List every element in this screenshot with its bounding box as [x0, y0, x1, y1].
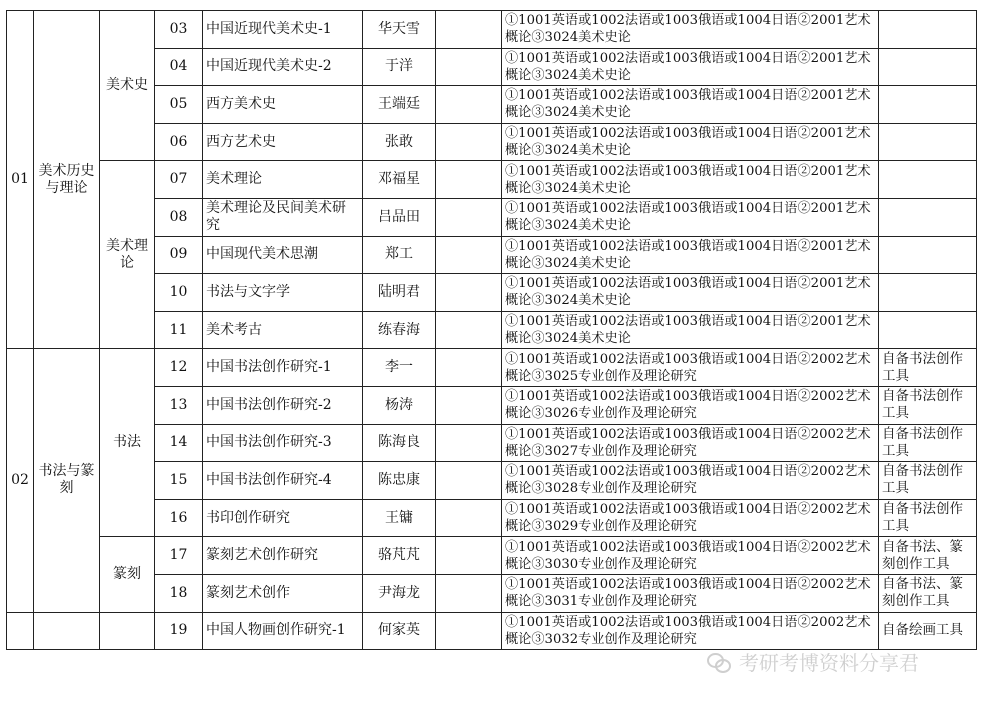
wechat-icon [707, 651, 731, 673]
empty-cell [436, 48, 502, 86]
tutor-name: 练春海 [363, 311, 436, 349]
department-name: 书法与篆刻 [34, 349, 100, 612]
direction-name: 篆刻 [100, 537, 155, 612]
exam-subjects: ①1001英语或1002法语或1003俄语或1004日语②2002艺术概论③3029专业创作及理论研究 [502, 499, 879, 537]
watermark [707, 647, 919, 676]
department-name: 美术历史与理论 [34, 11, 100, 349]
research-title: 中国近现代美术史-1 [203, 11, 363, 49]
empty-cell [7, 612, 34, 650]
row-number: 12 [155, 349, 203, 387]
table-row [7, 11, 977, 49]
research-title: 篆刻艺术创作研究 [203, 537, 363, 575]
row-number: 06 [155, 123, 203, 161]
tutor-name: 邓福星 [363, 161, 436, 199]
empty-cell [436, 236, 502, 274]
row-number: 17 [155, 537, 203, 575]
row-number: 11 [155, 311, 203, 349]
research-title: 美术理论 [203, 161, 363, 199]
exam-subjects: ①1001英语或1002法语或1003俄语或1004日语②2002艺术概论③3027专业创作及理论研究 [502, 424, 879, 462]
table-row [7, 612, 977, 650]
watermark-text: 考研考博资料分享君 [739, 651, 919, 675]
empty-cell [436, 499, 502, 537]
table-row [7, 161, 977, 199]
exam-subjects: ①1001英语或1002法语或1003俄语或1004日语②2002艺术概论③3025专业创作及理论研究 [502, 349, 879, 387]
admissions-table [6, 10, 977, 650]
note: 自备书法创作工具 [879, 424, 977, 462]
note: 自备书法创作工具 [879, 462, 977, 500]
empty-cell [436, 198, 502, 236]
research-title: 美术考古 [203, 311, 363, 349]
exam-subjects: ①1001英语或1002法语或1003俄语或1004日语②2001艺术概论③3024美术史论 [502, 198, 879, 236]
tutor-name: 华天雪 [363, 11, 436, 49]
exam-subjects: ①1001英语或1002法语或1003俄语或1004日语②2001艺术概论③3024美术史论 [502, 123, 879, 161]
note [879, 236, 977, 274]
note [879, 123, 977, 161]
note: 自备书法、篆刻创作工具 [879, 537, 977, 575]
note: 自备绘画工具 [879, 612, 977, 650]
row-number: 16 [155, 499, 203, 537]
empty-cell [436, 574, 502, 612]
tutor-name: 王端廷 [363, 86, 436, 124]
research-title: 中国书法创作研究-3 [203, 424, 363, 462]
row-number: 07 [155, 161, 203, 199]
research-title: 书法与文字学 [203, 274, 363, 312]
research-title: 中国现代美术思潮 [203, 236, 363, 274]
tutor-name: 何家英 [363, 612, 436, 650]
table-row [7, 349, 977, 387]
row-number: 19 [155, 612, 203, 650]
row-number: 03 [155, 11, 203, 49]
research-title: 西方艺术史 [203, 123, 363, 161]
empty-cell [436, 537, 502, 575]
direction-name: 美术理论 [100, 161, 155, 349]
row-number: 14 [155, 424, 203, 462]
row-number: 04 [155, 48, 203, 86]
research-title: 西方美术史 [203, 86, 363, 124]
research-title: 中国书法创作研究-1 [203, 349, 363, 387]
row-number: 10 [155, 274, 203, 312]
empty-cell [436, 11, 502, 49]
exam-subjects: ①1001英语或1002法语或1003俄语或1004日语②2001艺术概论③3024美术史论 [502, 11, 879, 49]
direction-name: 书法 [100, 349, 155, 537]
note [879, 11, 977, 49]
empty-cell [436, 311, 502, 349]
research-title: 美术理论及民间美术研究 [203, 198, 363, 236]
tutor-name: 杨涛 [363, 386, 436, 424]
tutor-name: 王镛 [363, 499, 436, 537]
row-number: 08 [155, 198, 203, 236]
note [879, 86, 977, 124]
tutor-name: 张敢 [363, 123, 436, 161]
table-body [7, 11, 977, 650]
empty-cell [436, 86, 502, 124]
empty-cell [34, 612, 100, 650]
tutor-name: 李一 [363, 349, 436, 387]
exam-subjects: ①1001英语或1002法语或1003俄语或1004日语②2002艺术概论③3026专业创作及理论研究 [502, 386, 879, 424]
note [879, 161, 977, 199]
exam-subjects: ①1001英语或1002法语或1003俄语或1004日语②2002艺术概论③3030专业创作及理论研究 [502, 537, 879, 575]
empty-cell [436, 424, 502, 462]
exam-subjects: ①1001英语或1002法语或1003俄语或1004日语②2001艺术概论③3024美术史论 [502, 311, 879, 349]
empty-cell [436, 462, 502, 500]
row-number: 05 [155, 86, 203, 124]
research-title: 中国书法创作研究-4 [203, 462, 363, 500]
tutor-name: 吕品田 [363, 198, 436, 236]
department-code: 02 [7, 349, 34, 612]
note: 自备书法创作工具 [879, 349, 977, 387]
note [879, 274, 977, 312]
empty-cell [436, 612, 502, 650]
research-title: 篆刻艺术创作 [203, 574, 363, 612]
row-number: 13 [155, 386, 203, 424]
tutor-name: 尹海龙 [363, 574, 436, 612]
empty-cell [100, 612, 155, 650]
direction-name: 美术史 [100, 11, 155, 161]
table-row [7, 537, 977, 575]
note: 自备书法创作工具 [879, 499, 977, 537]
note: 自备书法创作工具 [879, 386, 977, 424]
note [879, 198, 977, 236]
note: 自备书法、篆刻创作工具 [879, 574, 977, 612]
exam-subjects: ①1001英语或1002法语或1003俄语或1004日语②2002艺术概论③3032专业创作及理论研究 [502, 612, 879, 650]
exam-subjects: ①1001英语或1002法语或1003俄语或1004日语②2001艺术概论③3024美术史论 [502, 274, 879, 312]
exam-subjects: ①1001英语或1002法语或1003俄语或1004日语②2001艺术概论③3024美术史论 [502, 48, 879, 86]
exam-subjects: ①1001英语或1002法语或1003俄语或1004日语②2001艺术概论③3024美术史论 [502, 161, 879, 199]
tutor-name: 骆芃芃 [363, 537, 436, 575]
note [879, 48, 977, 86]
department-code: 01 [7, 11, 34, 349]
exam-subjects: ①1001英语或1002法语或1003俄语或1004日语②2002艺术概论③3031专业创作及理论研究 [502, 574, 879, 612]
tutor-name: 于洋 [363, 48, 436, 86]
row-number: 09 [155, 236, 203, 274]
tutor-name: 陈海良 [363, 424, 436, 462]
exam-subjects: ①1001英语或1002法语或1003俄语或1004日语②2001艺术概论③3024美术史论 [502, 86, 879, 124]
research-title: 中国书法创作研究-2 [203, 386, 363, 424]
empty-cell [436, 349, 502, 387]
empty-cell [436, 386, 502, 424]
empty-cell [436, 274, 502, 312]
empty-cell [436, 161, 502, 199]
exam-subjects: ①1001英语或1002法语或1003俄语或1004日语②2002艺术概论③3028专业创作及理论研究 [502, 462, 879, 500]
exam-subjects: ①1001英语或1002法语或1003俄语或1004日语②2001艺术概论③3024美术史论 [502, 236, 879, 274]
row-number: 18 [155, 574, 203, 612]
tutor-name: 郑工 [363, 236, 436, 274]
empty-cell [436, 123, 502, 161]
research-title: 中国近现代美术史-2 [203, 48, 363, 86]
research-title: 书印创作研究 [203, 499, 363, 537]
research-title: 中国人物画创作研究-1 [203, 612, 363, 650]
note [879, 311, 977, 349]
tutor-name: 陈忠康 [363, 462, 436, 500]
tutor-name: 陆明君 [363, 274, 436, 312]
row-number: 15 [155, 462, 203, 500]
